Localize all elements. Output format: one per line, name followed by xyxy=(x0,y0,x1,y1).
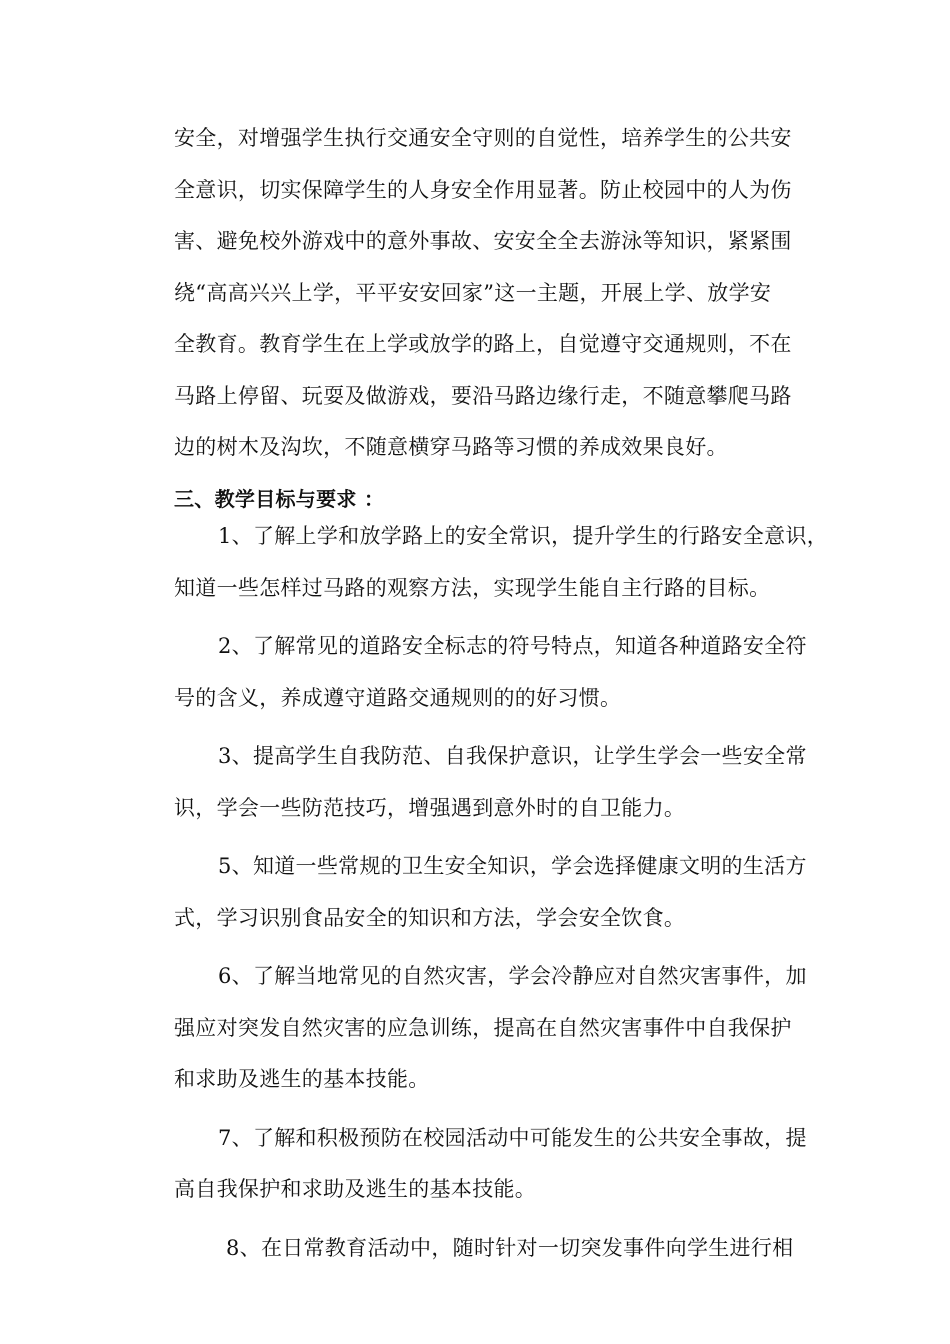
paragraph-line: 绕“高高兴兴上学，平平安安回家”这一主题，开展上学、放学安 xyxy=(174,280,772,305)
goal-item xyxy=(174,951,834,1106)
goal-item xyxy=(174,1223,834,1275)
paragraph-line: 马路上停留、玩耍及做游戏，要沿马路边缘行走，不随意攀爬马路 xyxy=(174,383,792,408)
paragraph-line: 边的树木及沟坎，不随意横穿马路等习惯的养成效果良好。 xyxy=(174,435,728,459)
goal-item xyxy=(174,1113,834,1216)
goal-line: 高自我保护和求助及逃生的基本技能。 xyxy=(174,1177,537,1201)
goal-item xyxy=(174,841,834,944)
goal-line: 式，学习识别食品安全的知识和方法，学会安全饮食。 xyxy=(174,905,686,930)
goal-line: 5、知道一些常规的卫生安全知识，学会选择健康文明的生活方 xyxy=(218,854,807,878)
goal-line: 6、了解当地常见的自然灾害，学会冷静应对自然灾害事件，加 xyxy=(218,964,807,988)
goal-line: 3、提高学生自我防范、自我保护意识，让学生学会一些安全常 xyxy=(218,744,807,768)
goal-line: 知道一些怎样过马路的观察方法，实现学生能自主行路的目标。 xyxy=(174,575,771,600)
goal-line: 7、了解和积极预防在校园活动中可能发生的公共安全事故，提 xyxy=(218,1125,807,1150)
goal-line: 号的含义，养成遵守道路交通规则的的好习惯。 xyxy=(174,685,622,710)
paragraph-line: 害、避免校外游戏中的意外事故、安安全全去游泳等知识，紧紧围 xyxy=(174,229,792,253)
goal-line: 8、在日常教育活动中，随时针对一切突发事件向学生进行相 xyxy=(226,1235,794,1260)
goal-line: 2、了解常见的道路安全标志的符号特点，知道各种道路安全符 xyxy=(218,634,807,658)
continuation-paragraph xyxy=(174,113,834,525)
paragraph-line: 全教育。教育学生在上学或放学的路上，自觉遵守交通规则，不在 xyxy=(174,332,792,356)
goal-item xyxy=(174,731,834,834)
goal-line: 1、了解上学和放学路上的安全常识，提升学生的行路安全意识， xyxy=(218,524,829,548)
goal-line: 和求助及逃生的基本技能。 xyxy=(174,1067,430,1091)
paragraph-line: 安全，对增强学生执行交通安全守则的自觉性，培养学生的公共安 xyxy=(174,126,792,150)
goal-line: 识，学会一些防范技巧，增强遇到意外时的自卫能力。 xyxy=(174,795,686,820)
goal-item xyxy=(174,621,834,724)
section-heading: 三、教学目标与要求 ： xyxy=(174,486,385,511)
goals-list xyxy=(174,511,834,1281)
goal-item xyxy=(174,511,834,614)
goal-line: 强应对突发自然灾害的应急训练，提高在自然灾害事件中自我保护 xyxy=(174,1015,792,1040)
paragraph-line: 全意识，切实保障学生的人身安全作用显著。防止校园中的人为伤 xyxy=(174,177,792,202)
